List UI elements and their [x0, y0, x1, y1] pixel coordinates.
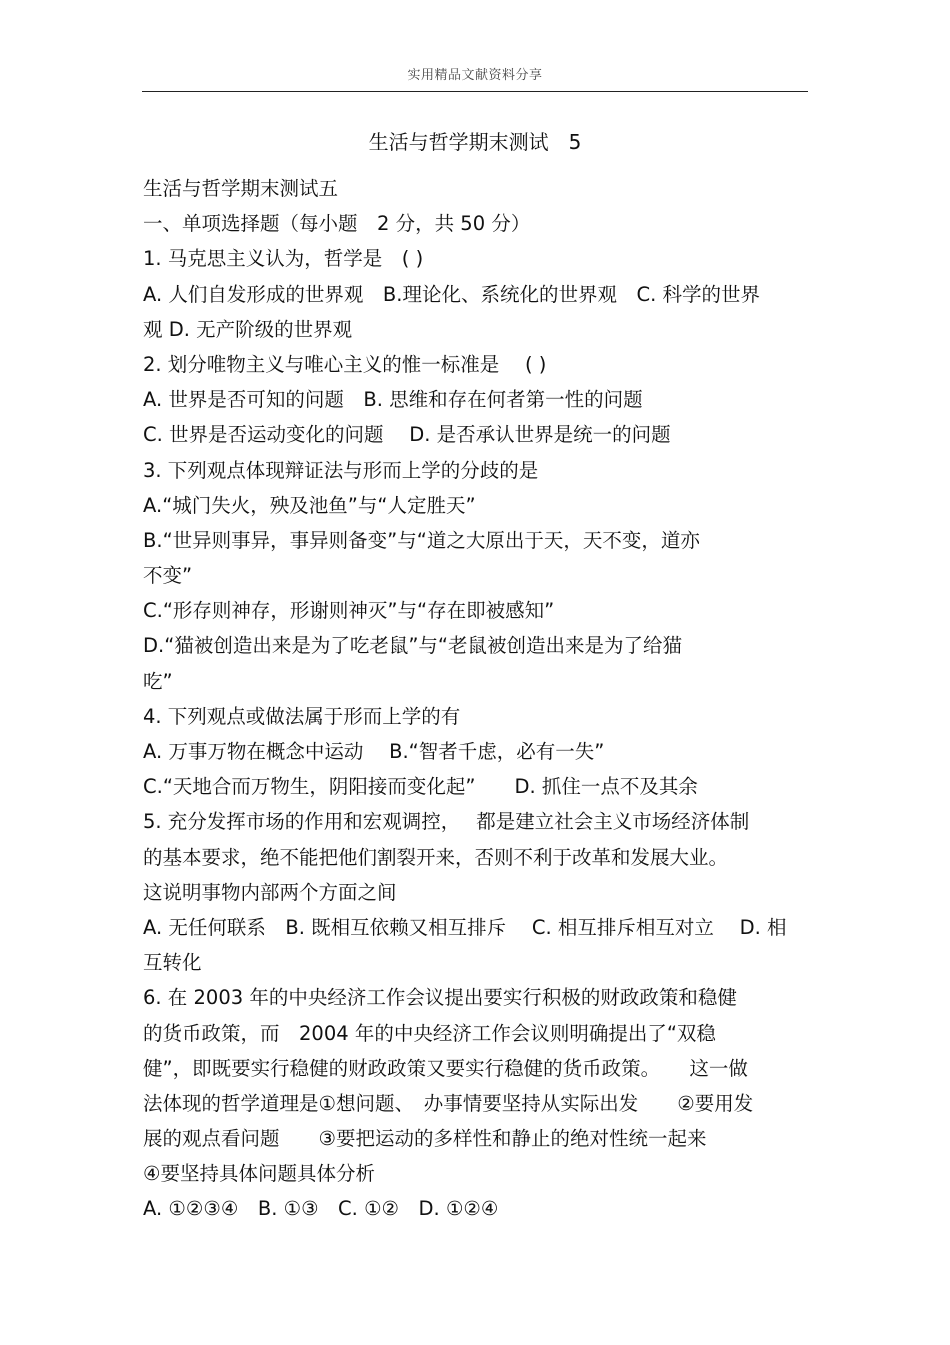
section-title: 生活与哲学期末测试五 — [143, 177, 339, 200]
question-5-cont: 的基本要求，绝不能把他们割裂开来，否则不利于改革和发展大业。 — [143, 845, 729, 869]
question-6-cont-3: 法体现的哲学道理是①想问题、 办事情要坚持从实际出发 ②要用发 — [143, 1091, 754, 1115]
question-3-option-c: C.“形存则神存，形谢则神灭”与“存在即被感知” — [143, 599, 555, 623]
question-6-cont-2: 健”，即既要实行稳健的财政政策又要实行稳健的货币政策。 这一做 — [143, 1056, 748, 1080]
question-1-options-cont: 观 D. 无产阶级的世界观 — [143, 317, 353, 341]
question-6-cont: 的货币政策，而 2004 年的中央经济工作会议则明确提出了“双稳 — [143, 1021, 716, 1045]
question-5: 5. 充分发挥市场的作用和宏观调控， 都是建立社会主义市场经济体制 — [143, 810, 750, 834]
question-3-option-b-cont: 不变” — [143, 564, 193, 588]
question-6-cont-4: 展的观点看问题 ③要把运动的多样性和静止的绝对性统一起来 — [143, 1127, 707, 1151]
question-5-cont-2: 这说明事物内部两个方面之间 — [143, 880, 397, 904]
section-heading: 一、单项选择题（每小题 2 分，共 50 分） — [143, 212, 531, 236]
question-2-options-ab: A. 世界是否可知的问题 B. 思维和存在何者第一性的问题 — [143, 388, 643, 412]
question-5-options-cont: 互转化 — [143, 951, 202, 975]
document-title: 生活与哲学期末测试 5 — [368, 130, 582, 154]
question-3-option-b: B.“世异则事异，事异则备变”与“道之大原出于天，天不变，道亦 — [143, 528, 700, 552]
question-3-option-d-cont: 吃” — [143, 669, 173, 693]
question-2-options-cd: C. 世界是否运动变化的问题 D. 是否承认世界是统一的问题 — [143, 423, 671, 447]
question-4: 4. 下列观点或做法属于形而上学的有 — [143, 704, 461, 728]
question-6-options: A. ①②③④ B. ①③ C. ①② D. ①②④ — [143, 1197, 499, 1221]
question-3: 3. 下列观点体现辩证法与形而上学的分歧的是 — [143, 458, 539, 482]
question-3-option-a: A.“城门失火，殃及池鱼”与“人定胜天” — [143, 493, 476, 517]
question-1: 1. 马克思主义认为，哲学是 ( ) — [143, 247, 424, 271]
header-divider — [142, 91, 808, 92]
question-6-cont-5: ④要坚持具体问题具体分析 — [143, 1162, 375, 1186]
question-4-options-cd: C.“天地合而万物生，阴阳接而变化起” D. 抓住一点不及其余 — [143, 775, 698, 799]
question-4-options-ab: A. 万事万物在概念中运动 B.“智者千虑，必有一失” — [143, 740, 605, 763]
question-2: 2. 划分唯物主义与唯心主义的惟一标准是 ( ) — [143, 352, 547, 376]
page-header: 实用精品文献资料分享 — [407, 68, 543, 83]
document-body — [143, 171, 807, 1227]
question-6: 6. 在 2003 年的中央经济工作会议提出要实行积极的财政政策和稳健 — [143, 986, 737, 1010]
question-3-option-d: D.“猫被创造出来是为了吃老鼠”与“老鼠被创造出来是为了给猫 — [143, 634, 683, 658]
question-1-options: A. 人们自发形成的世界观 B.理论化、系统化的世界观 C. 科学的世界 — [143, 282, 760, 306]
question-5-options: A. 无任何联系 B. 既相互依赖又相互排斥 C. 相互排斥相互对立 D. 相 — [143, 915, 787, 939]
